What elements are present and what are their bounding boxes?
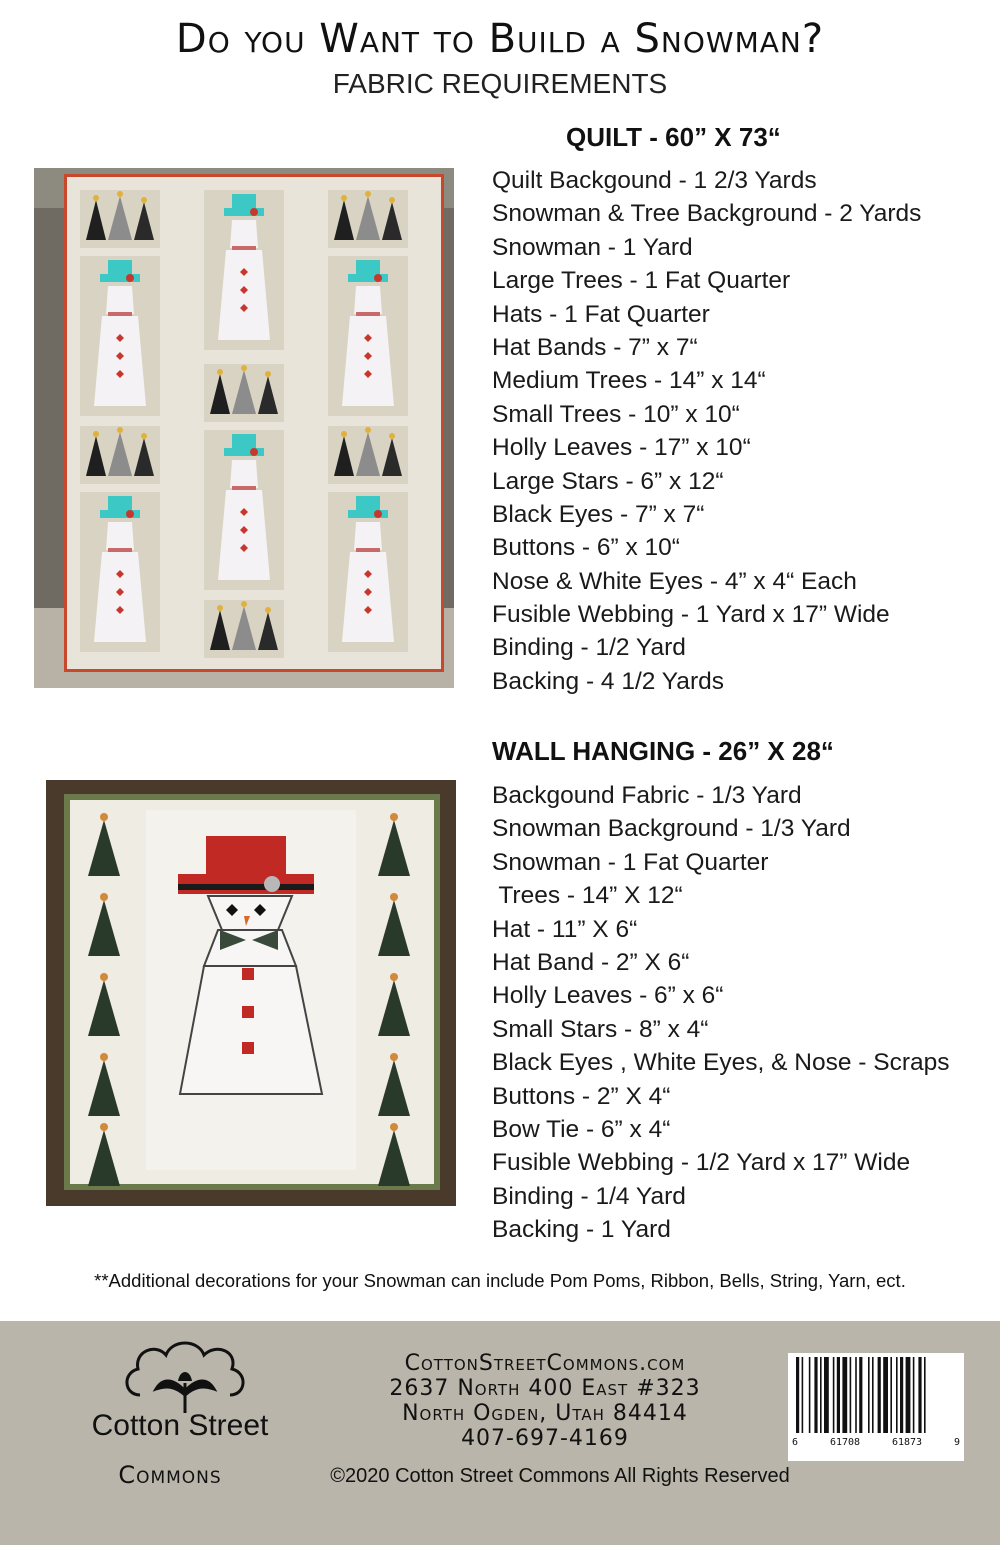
contact-info xyxy=(350,1351,740,1451)
list-item: Medium Trees - 14” x 14“ xyxy=(492,367,766,395)
copyright: ©2020 Cotton Street Commons All Rights Reserved xyxy=(330,1465,790,1487)
barcode-bar xyxy=(883,1357,888,1433)
barcode-bar xyxy=(824,1357,829,1433)
page-title: Do you Want to Build a Snowman? xyxy=(175,16,825,62)
list-item: Black Eyes , White Eyes, & Nose - Scraps xyxy=(492,1049,950,1077)
quilt-heading: QUILT - 60” X 73“ xyxy=(566,122,781,152)
page-subtitle: FABRIC REQUIREMENTS xyxy=(332,68,668,99)
quilt-requirements-list xyxy=(492,164,921,698)
barcode-bar xyxy=(809,1357,811,1433)
list-item: Bow Tie - 6” x 4“ xyxy=(492,1115,671,1143)
quilt-photo xyxy=(34,168,454,688)
barcode-digit-group: 9 xyxy=(953,1437,960,1448)
list-item: Fusible Webbing - 1 Yard x 17” Wide xyxy=(492,601,890,629)
barcode-bar xyxy=(924,1357,926,1433)
wall-hanging-photo xyxy=(46,780,456,1206)
website-link[interactable]: CottonStreetCommons.com xyxy=(404,1351,686,1376)
list-item: Backing - 1 Yard xyxy=(492,1216,671,1244)
address-line-1: 2637 North 400 East #323 xyxy=(389,1376,701,1401)
barcode-bar xyxy=(833,1357,835,1433)
barcode-bar xyxy=(802,1357,804,1433)
list-item: Holly Leaves - 17” x 10“ xyxy=(492,434,751,462)
list-item: Hat - 11” X 6“ xyxy=(492,915,638,943)
list-item: Snowman Background - 1/3 Yard xyxy=(492,815,851,843)
list-item: Fusible Webbing - 1/2 Yard x 17” Wide xyxy=(492,1149,911,1177)
barcode-bar xyxy=(872,1357,874,1433)
barcode-digits xyxy=(788,1437,964,1448)
list-item: Snowman & Tree Background - 2 Yards xyxy=(492,200,922,228)
barcode-bar xyxy=(842,1357,847,1433)
address-line-2: North Ogden, Utah 84414 xyxy=(402,1401,688,1426)
list-item: Backgound Fabric - 1/3 Yard xyxy=(492,782,802,809)
list-item: Buttons - 6” x 10“ xyxy=(492,534,680,562)
barcode-bar xyxy=(918,1357,921,1433)
barcode-bar xyxy=(906,1357,911,1433)
footer xyxy=(0,1321,1000,1545)
list-item: Holly Leaves - 6” x 6“ xyxy=(492,982,724,1010)
wall-hanging-requirements-list xyxy=(492,779,950,1246)
barcode-bar xyxy=(868,1357,870,1433)
list-item: Small Stars - 8” x 4“ xyxy=(492,1015,709,1043)
barcode-bar xyxy=(837,1357,840,1433)
phone-number: 407-697-4169 xyxy=(461,1426,629,1451)
barcode xyxy=(788,1353,964,1461)
list-item: Hats - 1 Fat Quarter xyxy=(492,300,710,328)
barcode-bar xyxy=(913,1357,915,1433)
barcode-bar xyxy=(896,1357,898,1433)
list-item: Buttons - 2” X 4“ xyxy=(492,1082,671,1110)
brand-name: Cotton Street xyxy=(91,1409,269,1442)
cotton-logo-icon xyxy=(120,1335,250,1415)
barcode-bar xyxy=(859,1357,862,1433)
list-item: Snowman - 1 Yard xyxy=(492,233,693,261)
barcode-bar xyxy=(850,1357,852,1433)
barcode-bar xyxy=(878,1357,881,1433)
barcode-bar xyxy=(855,1357,857,1433)
decorations-note: **Additional decorations for your Snowman can include Pom Poms, Ribbon, Bells, String, Yarn, ect. xyxy=(94,1270,906,1291)
barcode-bar xyxy=(796,1357,799,1433)
list-item: Nose & White Eyes - 4” x 4“ Each xyxy=(492,567,857,595)
wall-hanging-heading: WALL HANGING - 26” X 28“ xyxy=(492,736,834,766)
list-item: Large Stars - 6” x 12“ xyxy=(492,467,724,495)
list-item: Snowman - 1 Fat Quarter xyxy=(492,848,769,876)
list-item: Quilt Backgound - 1 2/3 Yards xyxy=(492,167,817,194)
list-item: Binding - 1/2 Yard xyxy=(492,634,686,662)
barcode-bar xyxy=(820,1357,822,1433)
list-item: Small Trees - 10” x 10“ xyxy=(492,400,740,428)
barcode-digit-group: 6 xyxy=(792,1437,799,1448)
barcode-digit-group: 61708 xyxy=(829,1437,861,1448)
barcode-bar xyxy=(900,1357,903,1433)
list-item: Backing - 4 1/2 Yards xyxy=(492,667,724,695)
list-item: Trees - 14” X 12“ xyxy=(492,882,683,910)
list-item: Binding - 1/4 Yard xyxy=(492,1182,686,1210)
list-item: Hat Band - 2” X 6“ xyxy=(492,948,690,976)
barcode-bar xyxy=(814,1357,817,1433)
brand-sub: Commons xyxy=(118,1461,222,1489)
barcode-digit-group: 61873 xyxy=(891,1437,923,1448)
list-item: Hat Bands - 7” x 7“ xyxy=(492,333,698,361)
list-item: Large Trees - 1 Fat Quarter xyxy=(492,267,791,295)
list-item: Black Eyes - 7” x 7“ xyxy=(492,500,705,528)
barcode-bar xyxy=(890,1357,892,1433)
